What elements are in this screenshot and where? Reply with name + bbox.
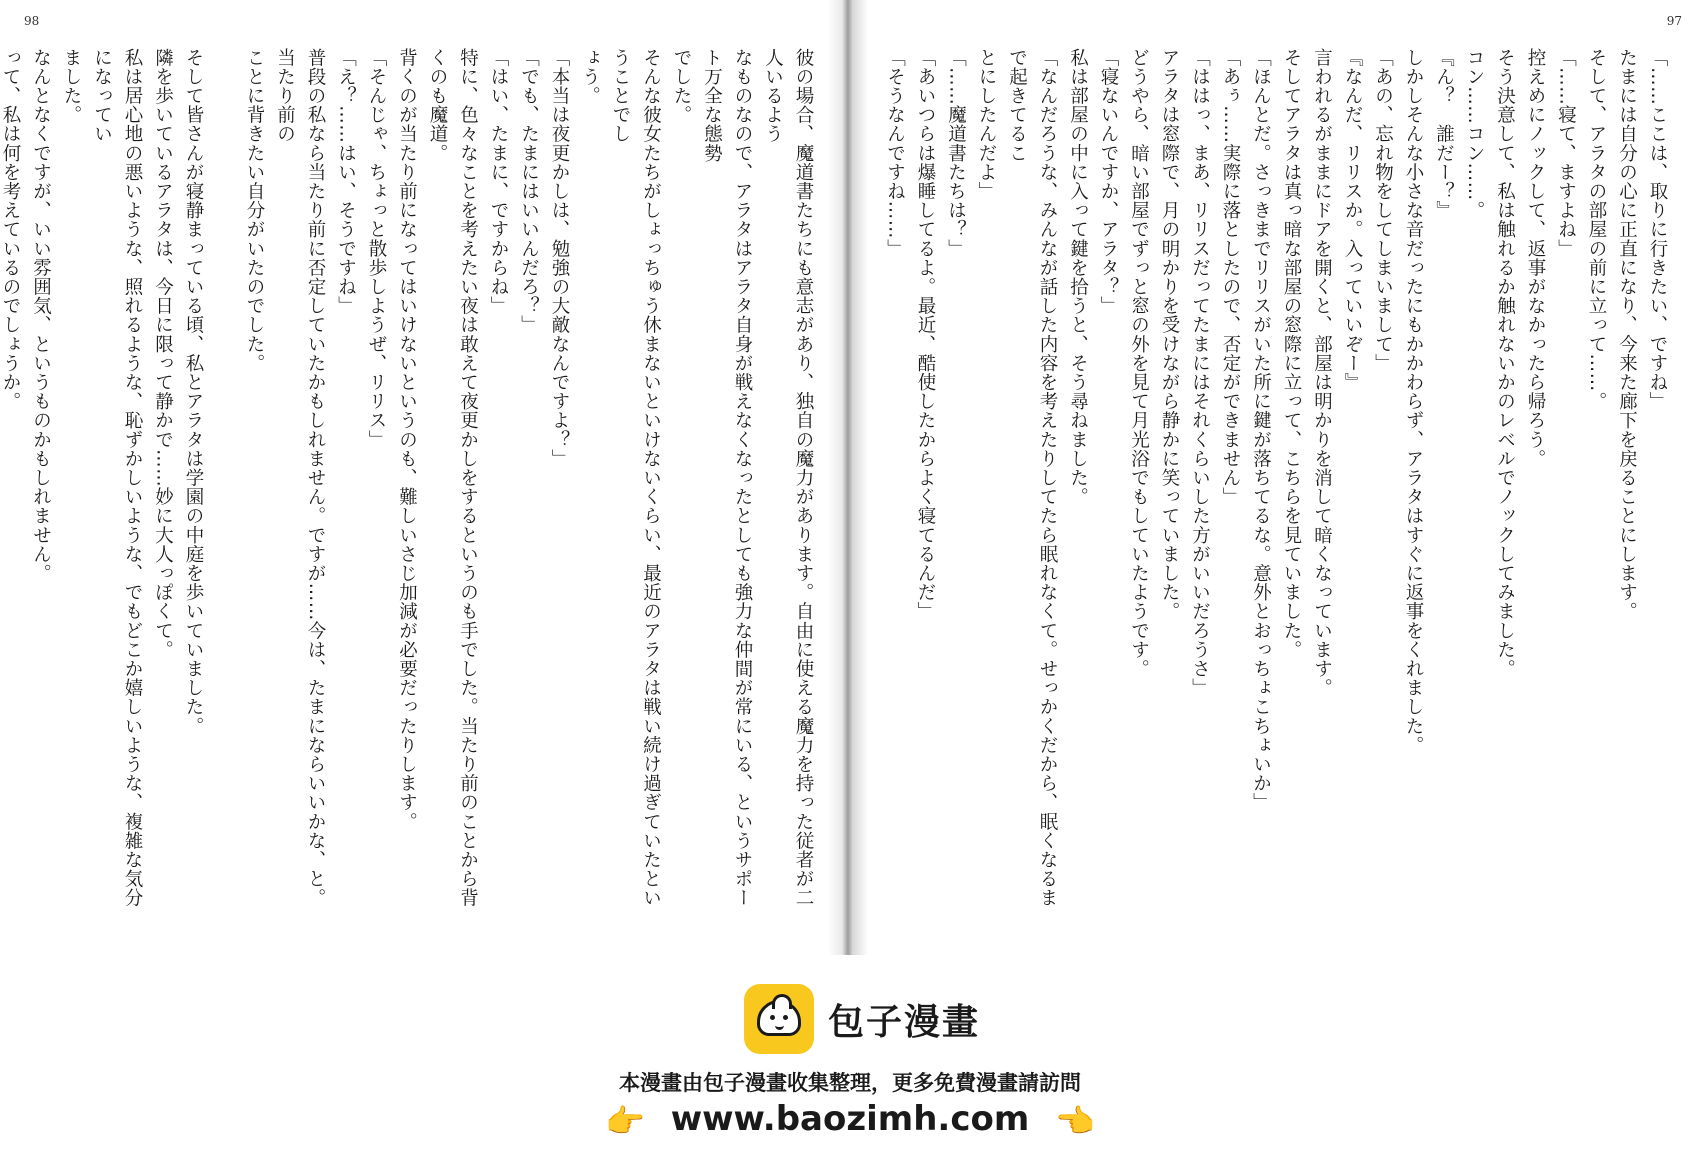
text-column: そしてアラタは真っ暗な部屋の窓際に立って、こちらを見ていました。 [1281,48,1302,660]
text-column: 「そんじゃ、ちょっと散歩しようぜ、リリス」 [366,48,387,450]
page-number-right: 97 [1666,14,1682,28]
text-column: 「そうなんですね……」 [884,48,906,259]
text-column: 『なんだ、リリスか。入っていいぞー』 [1342,48,1363,392]
text-column: でした。 [671,48,692,125]
text-column: 私は居心地の悪いような、照れるような、恥ずかしいような、でもどこか嬉しいような、複雑な気分になってい [91,48,143,908]
brand[interactable] [744,983,980,1055]
text-column: 言われるがままにドアを開くと、部屋は明かりを消して暗くなっています。 [1311,48,1333,698]
watermark-footer [0,955,1700,1155]
url-row[interactable] [0,1099,1700,1140]
text-column: 「なんだろうな、みんなが話した内容を考えたりしてたら眠れなくて。せっかくだから、眠くなるまで起きてるこ [1006,48,1058,908]
text-column: そして、アラタの部屋の前に立って……。 [1586,48,1607,411]
text-column [208,48,239,918]
text-column: 「ほんとだ。さっきまでリリスがいた所に鍵が落ちてるな。意外とおっちょこちょいか」 [1250,48,1272,812]
text-column: 特に、色々なことを考えたい夜は敢えて夜更かしをするというのも手でした。当たり前のことから背くのも魔道。 [427,48,479,908]
text-column: 「……魔道書たちは？」 [945,48,967,259]
site-url-link[interactable]: www.baozimh.com [670,1099,1030,1139]
text-column: 「はい、たまに、ですからね」 [488,48,509,316]
text-column: 隣を歩いているアラタは、今日に限って静かで……妙に大人っぽくて。 [152,48,174,660]
text-column: アラタは窓際で、月の明かりを受けながら静かに笑っていました。 [1159,48,1180,621]
left-page [0,0,838,955]
text-column: そう決意して、私は触れるか触れないかのレベルでノックしてみました。 [1494,48,1516,679]
text-column: どうやら、暗い部屋でずっと窓の外を見て月光浴でもしていたようです。 [1128,48,1150,679]
bun-eye-icon [783,1015,788,1020]
site-notice: 本漫畫由包子漫畫收集整理，更多免費漫畫請訪問 [619,1071,1081,1095]
text-column: コン……コン……。 [1464,48,1485,220]
text-column: 「本当は夜更かしは、勉強の大敵なんですよ？」 [549,48,570,469]
text-column: 私は部屋の中に入って鍵を拾うと、そう尋ねました。 [1067,48,1089,507]
text-column: 「あぅ……実際に落としたので、否定ができません」 [1220,48,1241,507]
text-column: ょう。 [579,48,601,106]
left-page-text [0,48,818,918]
text-column: たまには自分の心に正直になり、今来た廊下を戻ることにします。 [1616,48,1638,621]
brand-name: 包子漫畫 [828,1001,981,1043]
text-column: 「ははっ、まあ、リリスだってたまにはそれくらいした方がいいだろうさ」 [1189,48,1211,698]
text-column: 「あいつらは爆睡してるよ。最近、酷使したからよく寝てるんだ」 [915,48,936,621]
text-column: 『ん？ 誰だー？』 [1433,48,1455,220]
text-column: ました。 [61,48,82,125]
text-column: とにしたんだよ」 [976,48,997,201]
text-column: 「でも、たまにはいいんだろ？」 [518,48,540,335]
text-column: なんとなくですが、いい雰囲気、というものかもしれません。 [30,48,52,583]
bun-logo-icon [744,984,814,1054]
text-column: 「……寝て、ますよね」 [1555,48,1577,259]
text-column: って、私は何を考えているのでしょうか。 [0,48,21,411]
bun-eye-icon [770,1015,775,1020]
page-number-left: 98 [24,14,40,28]
text-column: なものなので、アラタはアラタ自身が戦えなくなったとしても強力な仲間が常にいる、というサポート万全な態勢 [701,48,753,908]
text-column: しかしそんな小さな音だったにもかかわらず、アラタはすぐに返事をくれました。 [1403,48,1424,755]
text-column: そんな彼女たちがしょっちゅう休まないといけないくらい、最近のアラタは戦い続け過ぎていたということでし [610,48,662,908]
right-page [858,0,1700,955]
text-column: 「あの、忘れ物をしてしまいまして」 [1372,48,1394,373]
text-column: 「……ここは、取りに行きたい、ですね」 [1647,48,1668,411]
text-column: 普段の私なら当たり前に否定していたかもしれません。ですが……今は、たまにならいいかな、と。当たり前の [274,48,326,908]
bun-face-icon [757,1000,801,1036]
text-column: 彼の場合、魔道書たちにも意志があり、独自の魔力があります。自由に使える魔力を持った従者が二人いるよう [762,48,814,908]
text-column: 控えめにノックして、返事がなかったら帰ろう。 [1525,48,1546,469]
right-page-text [882,48,1672,918]
text-column: ことに背きたい自分がいたのでした。 [244,48,265,373]
text-column: 「え？……はい、そうですね」 [335,48,357,316]
bun-mouth-icon [775,1022,784,1030]
pointing-left-hand-icon: 👈 [1055,1101,1095,1140]
text-column: 「寝ないんですか、アラタ？」 [1098,48,1119,316]
text-column: 背くのが当たり前になってはいけないというのも、難しいさじ加減が必要だったりします。 [396,48,418,832]
pointing-right-hand-icon: 👉 [605,1101,645,1140]
text-column: そして皆さんが寝静まっている頃、私とアラタは学園の中庭を歩いていました。 [183,48,204,736]
